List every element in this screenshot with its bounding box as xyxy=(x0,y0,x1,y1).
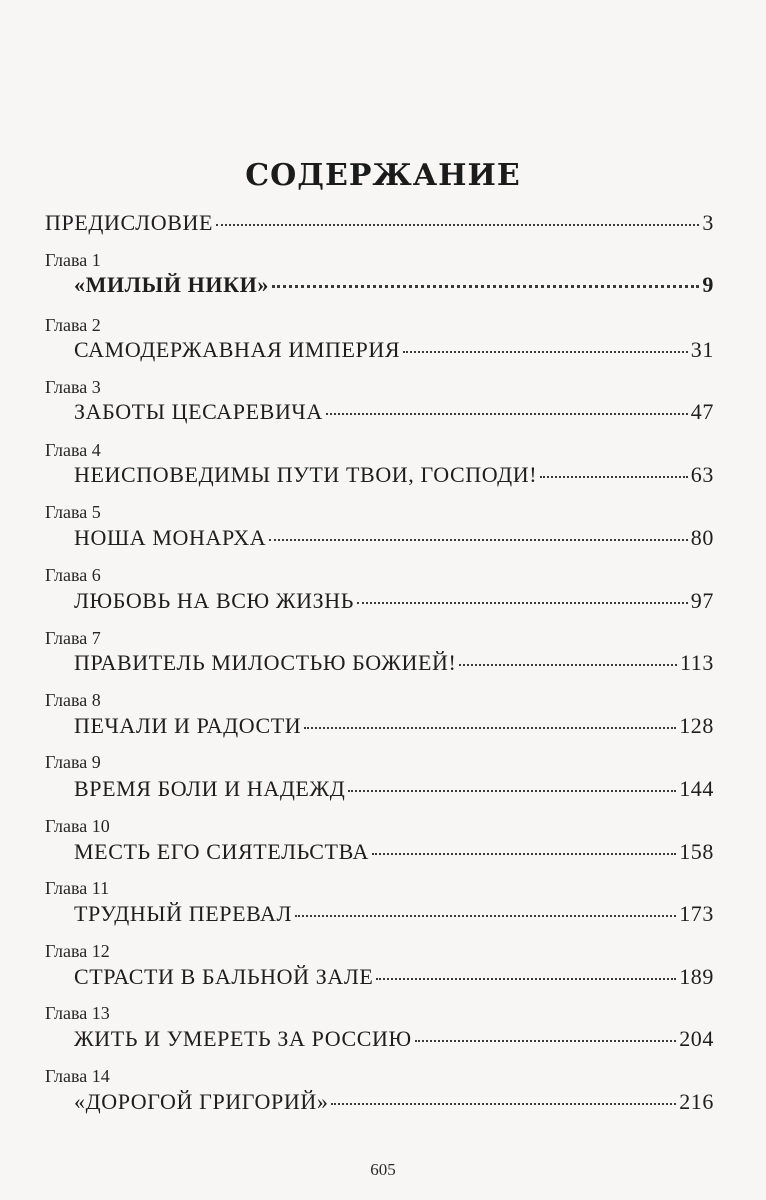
dot-leader xyxy=(295,915,676,917)
toc-entry-title: НОША МОНАРХА xyxy=(74,525,267,550)
dot-leader xyxy=(326,413,688,415)
toc-entry-title: ПРЕДИСЛОВИЕ xyxy=(45,210,213,235)
toc-entry xyxy=(74,525,714,551)
toc-entry-page: 47 xyxy=(690,399,714,424)
dot-leader xyxy=(272,285,699,288)
chapter-label: Глава 14 xyxy=(45,1066,110,1086)
toc-entry xyxy=(74,650,714,676)
dot-leader xyxy=(372,853,676,855)
toc-entry-title: ВРЕМЯ БОЛИ И НАДЕЖД xyxy=(74,776,346,801)
chapter-label: Глава 10 xyxy=(45,816,110,836)
toc-entry xyxy=(74,1089,714,1115)
chapter-label: Глава 9 xyxy=(45,752,101,772)
toc-entry-page: 144 xyxy=(679,776,714,801)
toc-entry-title: ЛЮБОВЬ НА ВСЮ ЖИЗНЬ xyxy=(74,588,354,613)
toc-entry-title: НЕИСПОВЕДИМЫ ПУТИ ТВОИ, ГОСПОДИ! xyxy=(74,462,538,487)
toc-entry xyxy=(74,776,714,802)
page-number: 605 xyxy=(370,1160,396,1179)
toc-entry-page: 113 xyxy=(680,650,714,675)
chapter-label: Глава 2 xyxy=(45,315,101,335)
toc-entry-title: ПЕЧАЛИ И РАДОСТИ xyxy=(74,713,302,738)
chapter-label: Глава 5 xyxy=(45,502,101,522)
chapter-label: Глава 4 xyxy=(45,440,101,460)
dot-leader xyxy=(357,602,688,604)
toc-entry-title: САМОДЕРЖАВНАЯ ИМПЕРИЯ xyxy=(74,337,401,362)
toc-entry xyxy=(74,272,714,298)
toc-entry-title: «ДОРОГОЙ ГРИГОРИЙ» xyxy=(74,1089,329,1114)
chapter-label: Глава 3 xyxy=(45,377,101,397)
chapter-label: Глава 8 xyxy=(45,690,101,710)
toc-entry-title: «МИЛЫЙ НИКИ» xyxy=(74,272,269,297)
toc-entry xyxy=(74,964,714,990)
toc-entry-page: 204 xyxy=(679,1026,714,1051)
dot-leader xyxy=(403,351,688,353)
toc-entry-title: СТРАСТИ В БАЛЬНОЙ ЗАЛЕ xyxy=(74,964,374,989)
toc-entry-page: 63 xyxy=(690,462,714,487)
toc-heading: СОДЕРЖАНИЕ xyxy=(245,158,521,193)
dot-leader xyxy=(216,224,699,226)
toc-entry-page: 80 xyxy=(690,525,714,550)
dot-leader xyxy=(348,790,676,792)
chapter-label: Глава 11 xyxy=(45,878,110,898)
dot-leader xyxy=(331,1103,676,1105)
dot-leader xyxy=(304,727,676,729)
toc-entry-page: 189 xyxy=(679,964,714,989)
toc-entry xyxy=(74,1026,714,1052)
toc-entry-title: МЕСТЬ ЕГО СИЯТЕЛЬСТВА xyxy=(74,839,369,864)
chapter-label: Глава 6 xyxy=(45,565,101,585)
toc-entry xyxy=(74,839,714,865)
toc-entry-page: 31 xyxy=(690,337,714,362)
chapter-label: Глава 13 xyxy=(45,1003,110,1023)
dot-leader xyxy=(540,476,688,478)
toc-entry-title: ТРУДНЫЙ ПЕРЕВАЛ xyxy=(74,901,293,926)
toc-entry-page: 9 xyxy=(702,272,714,297)
toc-entry xyxy=(74,399,714,425)
dot-leader xyxy=(459,664,677,666)
toc-entry-title: ЗАБОТЫ ЦЕСАРЕВИЧА xyxy=(74,399,323,424)
toc-entry-title: ЖИТЬ И УМЕРЕТЬ ЗА РОССИЮ xyxy=(74,1026,412,1051)
toc-entry xyxy=(74,337,714,363)
chapter-label: Глава 1 xyxy=(45,250,101,270)
toc-entry-title: ПРАВИТЕЛЬ МИЛОСТЬЮ БОЖИЕЙ! xyxy=(74,650,457,675)
chapter-label: Глава 7 xyxy=(45,628,101,648)
dot-leader xyxy=(269,539,688,541)
dot-leader xyxy=(376,978,676,980)
toc-entry-page: 3 xyxy=(702,210,714,235)
toc-entry-page: 158 xyxy=(679,839,714,864)
toc-entry xyxy=(74,588,714,614)
chapter-label: Глава 12 xyxy=(45,941,110,961)
dot-leader xyxy=(415,1040,676,1042)
toc-entry xyxy=(74,901,714,927)
toc-entry xyxy=(74,462,714,488)
toc-entry-page: 128 xyxy=(679,713,714,738)
toc-entry-page: 216 xyxy=(679,1089,714,1114)
toc-entry-preface xyxy=(45,210,714,236)
toc-entry xyxy=(74,713,714,739)
toc-entry-page: 97 xyxy=(690,588,714,613)
toc-entry-page: 173 xyxy=(679,901,714,926)
